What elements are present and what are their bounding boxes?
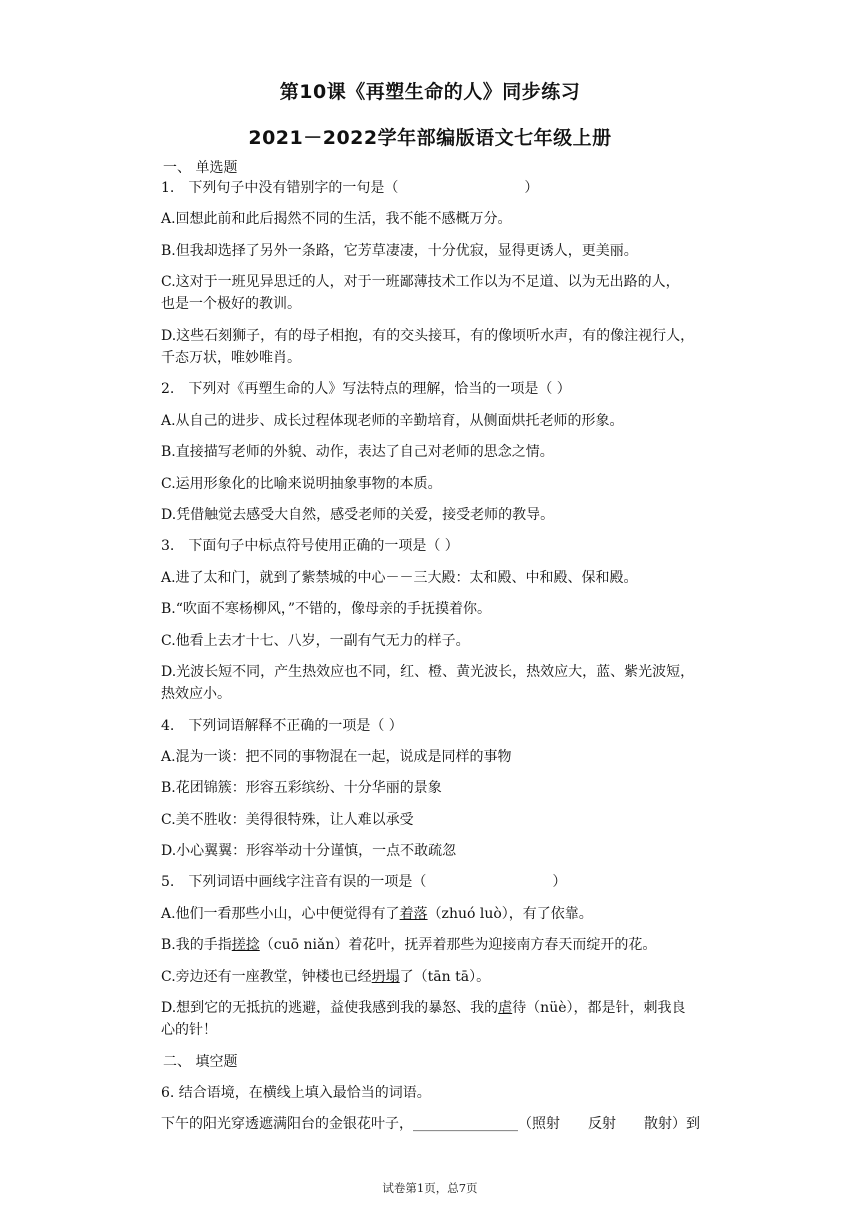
question-1-option-d: D.这些石刻狮子，有的母子相抱，有的交头接耳，有的像顷听水声，有的像注视行人， xyxy=(161,328,695,344)
page-title: 第10课《再塑生命的人》同步练习 xyxy=(279,81,581,103)
question-2-stem: 2. 下列对《再塑生命的人》写法特点的理解，恰当的一项是（ ） xyxy=(161,381,571,397)
question-1-option-c: C.这对于一班见异思迁的人，对于一班鄙薄技术工作以为不足道、以为无出路的人， xyxy=(161,274,680,290)
underlined-word: 虐 xyxy=(498,1000,513,1016)
option-text: （cuō niǎn）着花叶，抚弄着那些为迎接南方春天而绽开的花。 xyxy=(259,937,657,953)
question-2-option-a: A.从自己的进步、成长过程体现老师的辛勤培育，从侧面烘托老师的形象。 xyxy=(161,413,624,429)
question-3-option-d: D.光波长短不同，产生热效应也不同，红、橙、黄光波长，热效应大，蓝、紫光波短， xyxy=(161,664,695,680)
question-3-option-a: A.进了太和门，就到了紫禁城的中心－－三大殿：太和殿、中和殿、保和殿。 xyxy=(161,570,638,586)
question-6-stem: 6. 结合语境，在横线上填入最恰当的词语。 xyxy=(161,1085,431,1101)
option-text: B.我的手指 xyxy=(161,937,232,953)
question-5-stem: 5. 下列词语中画线字注音有误的一项是（ ） xyxy=(161,874,567,890)
question-2-option-b: B.直接描写老师的外貌、动作，表达了自己对老师的思念之情。 xyxy=(161,444,554,460)
question-4-option-c: C.美不胜收：美得很特殊，让人难以承受 xyxy=(161,812,414,828)
question-3-option-c: C.他看上去才十七、八岁，一副有气无力的样子。 xyxy=(161,633,470,649)
page-footer: 试卷第1页，总7页 xyxy=(382,1181,478,1195)
option-text: （zhuó luò），有了依靠。 xyxy=(427,906,593,922)
question-1-stem: 1. 下列句子中没有错别字的一句是（ ） xyxy=(161,180,539,196)
question-5-option-a xyxy=(161,904,593,924)
question-2-option-c: C.运用形象化的比喻来说明抽象事物的本质。 xyxy=(161,476,442,492)
question-4-stem: 4. 下列词语解释不正确的一项是（ ） xyxy=(161,718,403,734)
question-4-option-b: B.花团锦簇：形容五彩缤纷、十分华丽的景象 xyxy=(161,780,442,796)
option-text: 了（tān tā）。 xyxy=(399,969,491,985)
question-2-option-d: D.凭借触觉去感受大自然，感受老师的关爱，接受老师的教导。 xyxy=(161,507,555,523)
option-text: 待（nüè），都是针，刺我良 xyxy=(512,1000,686,1016)
option-text: C.旁边还有一座教堂，钟楼也已经 xyxy=(161,969,372,985)
question-1-option-b: B.但我却选择了另外一条路，它芳草凄凄，十分优寂，显得更诱人，更美丽。 xyxy=(161,243,638,259)
question-5-option-d xyxy=(161,998,686,1018)
question-5-option-b xyxy=(161,935,656,955)
underlined-word: 搓捻 xyxy=(231,937,260,953)
question-4-option-d: D.小心翼翼：形容举动十分谨慎，一点不敢疏忽 xyxy=(161,843,457,859)
question-1-option-c-cont: 也是一个极好的教训。 xyxy=(161,296,301,312)
question-5-option-c xyxy=(161,967,490,987)
section-heading-fill-blank: 二、 填空题 xyxy=(163,1054,238,1070)
question-1-option-a: A.回想此前和此后揭然不同的生活，我不能不感概万分。 xyxy=(161,211,512,227)
option-text: D.想到它的无抵抗的逃避，益使我感到我的暴怒、我的 xyxy=(161,1000,499,1016)
question-5-option-d-cont: 心的针！ xyxy=(161,1022,217,1038)
page-subtitle: 2021－2022学年部编版语文七年级上册 xyxy=(248,127,612,149)
question-3-stem: 3. 下面句子中标点符号使用正确的一项是（ ） xyxy=(161,538,459,554)
underlined-word: 着落 xyxy=(399,906,428,922)
question-4-option-a: A.混为一谈：把不同的事物混在一起，说成是同样的事物 xyxy=(161,749,512,765)
question-3-option-d-cont: 热效应小。 xyxy=(161,686,231,702)
question-1-option-d-cont: 千态万状，唯妙唯肖。 xyxy=(161,350,301,366)
option-text: A.他们一看那些小山，心中便觉得有了 xyxy=(161,906,400,922)
section-heading-single-choice: 一、 单选题 xyxy=(163,160,238,176)
underlined-word: 坍塌 xyxy=(371,969,400,985)
question-6-text: 下午的阳光穿透遮满阳台的金银花叶子，_______________（照射 反射 散射）到 xyxy=(161,1116,700,1132)
question-3-option-b: B.“吹面不寒杨柳风，”不错的，像母亲的手抚摸着你。 xyxy=(161,601,492,617)
